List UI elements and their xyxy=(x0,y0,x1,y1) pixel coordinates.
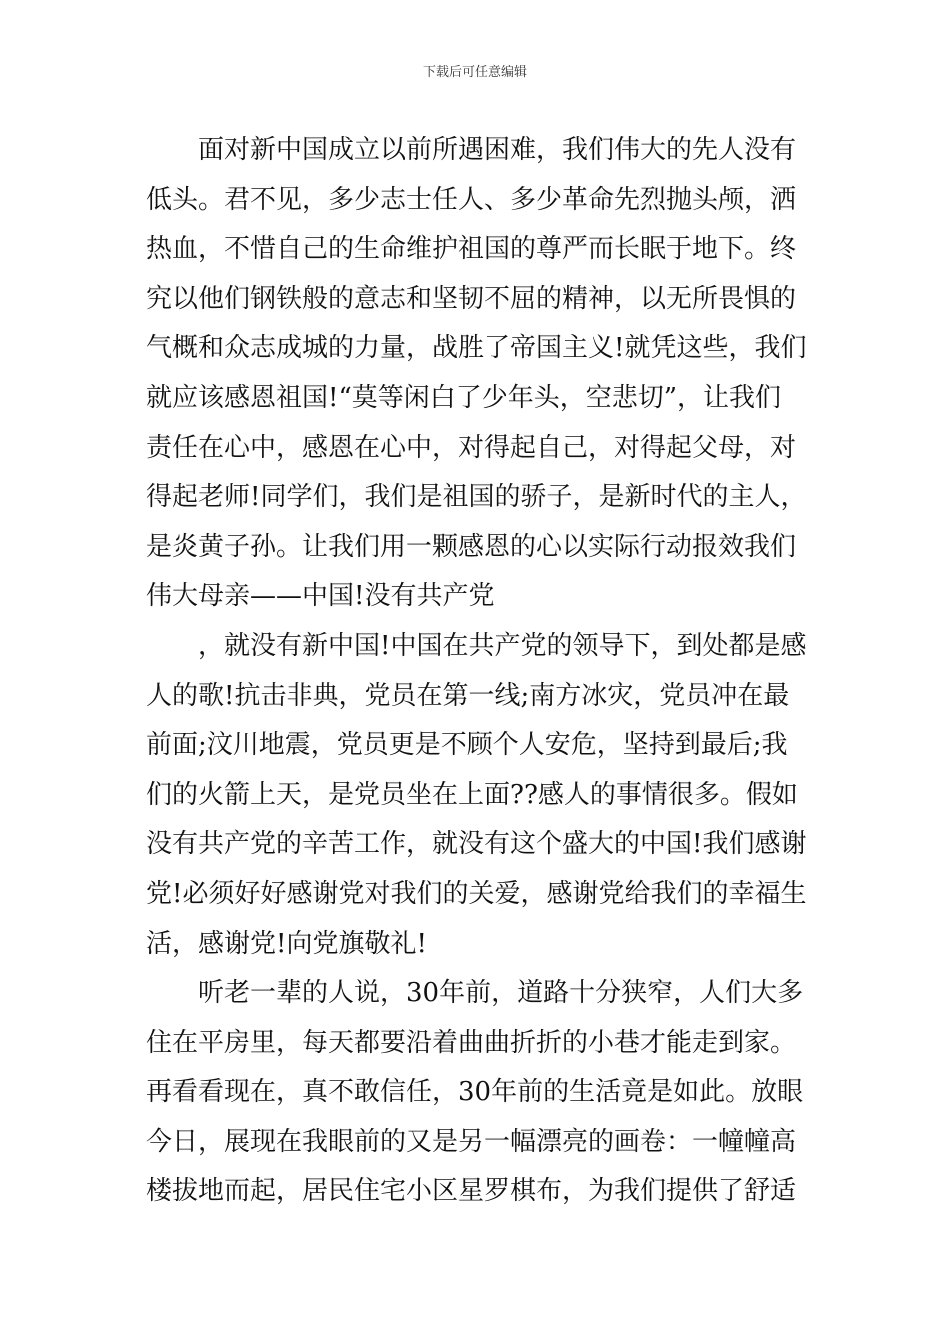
text-line: 住在平房里，每天都要沿着曲曲折折的小巷才能走到家。 xyxy=(146,1027,797,1058)
text-line: 责任在心中，感恩在心中，对得起自己，对得起父母，对 xyxy=(146,432,797,463)
text-line: 热血，不惜自己的生命维护祖国的尊严而长眠于地下。终 xyxy=(146,234,797,265)
text-line: 就应该感恩祖国!“莫等闲白了少年头，空悲切”，让我们 xyxy=(146,382,782,413)
text-line: 伟大母亲——中国!没有共产党 xyxy=(146,581,495,612)
text-line: 今日，展现在我眼前的又是另一幅漂亮的画卷：一幢幢高 xyxy=(146,1126,797,1157)
text-line: 没有共产党的辛苦工作，就没有这个盛大的中国!我们感谢 xyxy=(146,829,807,860)
text-line: 活，感谢党!向党旗敬礼! xyxy=(146,928,427,959)
text-line: 听老一辈的人说，30年前，道路十分狭窄，人们大多 xyxy=(198,978,804,1009)
page-header: 下载后可任意编辑 xyxy=(422,65,527,80)
document-body xyxy=(146,126,816,1217)
text-line: 低头。君不见，多少志士任人、多少革命先烈抛头颅，洒 xyxy=(146,184,797,215)
text-line: 究以他们钢铁般的意志和坚韧不屈的精神，以无所畏惧的 xyxy=(146,283,797,314)
text-line: 得起老师!同学们，我们是祖国的骄子，是新时代的主人， xyxy=(146,482,807,513)
paragraph xyxy=(146,126,816,622)
text-line: 党!必须好好感谢党对我们的关爱，感谢党给我们的幸福生 xyxy=(146,878,807,909)
text-line: ，就没有新中国!中国在共产党的领导下，到处都是感 xyxy=(198,630,807,661)
paragraph xyxy=(146,622,816,969)
text-line: 楼拔地而起，居民住宅小区星罗棋布，为我们提供了舒适 xyxy=(146,1176,797,1207)
paragraph xyxy=(146,969,816,1217)
text-line: 人的歌!抗击非典，党员在第一线;南方冰灾，党员冲在最 xyxy=(146,680,790,711)
text-line: 是炎黄子孙。让我们用一颗感恩的心以实际行动报效我们 xyxy=(146,531,797,562)
text-line: 们的火箭上天，是党员坐在上面??感人的事情很多。假如 xyxy=(146,779,798,810)
text-line: 前面;汶川地震，党员更是不顾个人安危，坚持到最后;我 xyxy=(146,730,788,761)
text-line: 再看看现在，真不敢信任，30年前的生活竟是如此。放眼 xyxy=(146,1077,804,1108)
text-line: 面对新中国成立以前所遇困难，我们伟大的先人没有 xyxy=(198,135,797,165)
text-line: 气概和众志成城的力量，战胜了帝国主义!就凭这些，我们 xyxy=(146,333,807,364)
